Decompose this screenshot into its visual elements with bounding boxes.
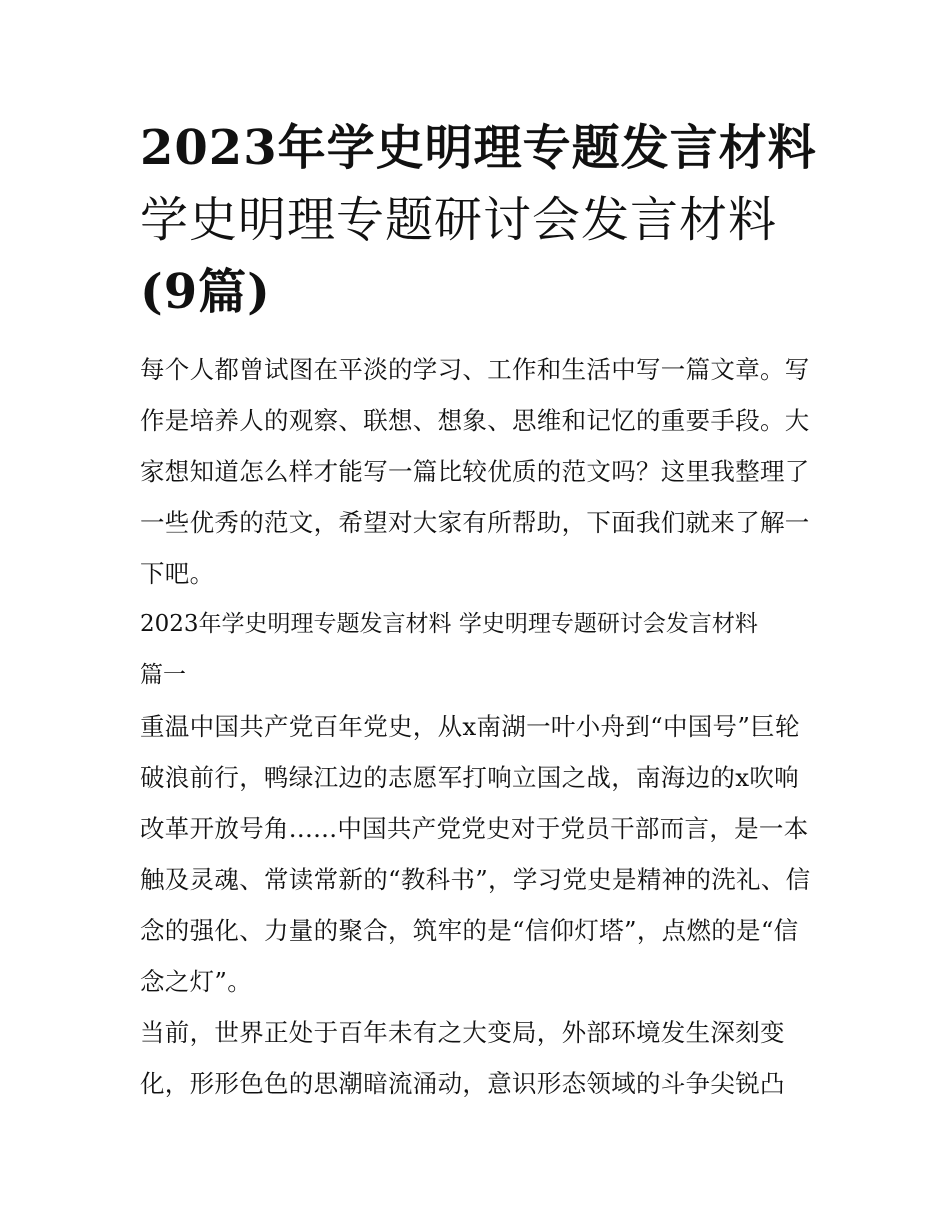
title-line: 学史明理专题研讨会发言材料 — [140, 192, 778, 248]
section-heading — [140, 599, 816, 701]
title-line: (9篇) — [140, 264, 271, 320]
text-line: 当前，世界正处于百年未有之大变局，外部环境发生深刻变 — [140, 1018, 785, 1047]
text-line: 作是培养人的观察、联想、想象、思维和记忆的重要手段。大 — [140, 406, 810, 435]
text-line: 念的强化、力量的聚合，筑牢的是“信仰灯塔”，点燃的是“信 — [140, 916, 799, 945]
text-line: 下吧。 — [140, 559, 215, 588]
text-line: 破浪前行，鸭绿江边的志愿军打响立国之战，南海边的x吹响 — [140, 763, 799, 792]
text-line: 一些优秀的范文，希望对大家有所帮助，下面我们就来了解一 — [140, 508, 810, 537]
text-line: 篇一 — [140, 662, 186, 688]
text-line: 念之灯”。 — [140, 967, 253, 996]
document-title — [140, 112, 816, 328]
document-body — [140, 344, 816, 1109]
text-line: 重温中国共产党百年党史，从x南湖一叶小舟到“中国号”巨轮 — [140, 712, 800, 741]
intro-paragraph — [140, 344, 816, 599]
text-line: 改革开放号角......中国共产党党史对于党员干部而言，是一本 — [140, 814, 809, 843]
text-line: 每个人都曾试图在平淡的学习、工作和生活中写一篇文章。写 — [140, 355, 810, 384]
title-line: 2023年学史明理专题发言材料 — [140, 120, 817, 176]
document-page — [140, 112, 816, 1109]
text-line: 触及灵魂、常读常新的“教科书”，学习党史是精神的洗礼、信 — [140, 865, 811, 894]
text-line: 2023年学史明理专题发言材料 学史明理专题研讨会发言材料 — [140, 611, 758, 637]
text-line: 化，形形色色的思潮暗流涌动，意识形态领域的斗争尖锐凸 — [140, 1069, 785, 1098]
body-paragraph-2 — [140, 1007, 816, 1109]
body-paragraph-1 — [140, 701, 816, 1007]
text-line: 家想知道怎么样才能写一篇比较优质的范文吗？这里我整理了 — [140, 457, 810, 486]
